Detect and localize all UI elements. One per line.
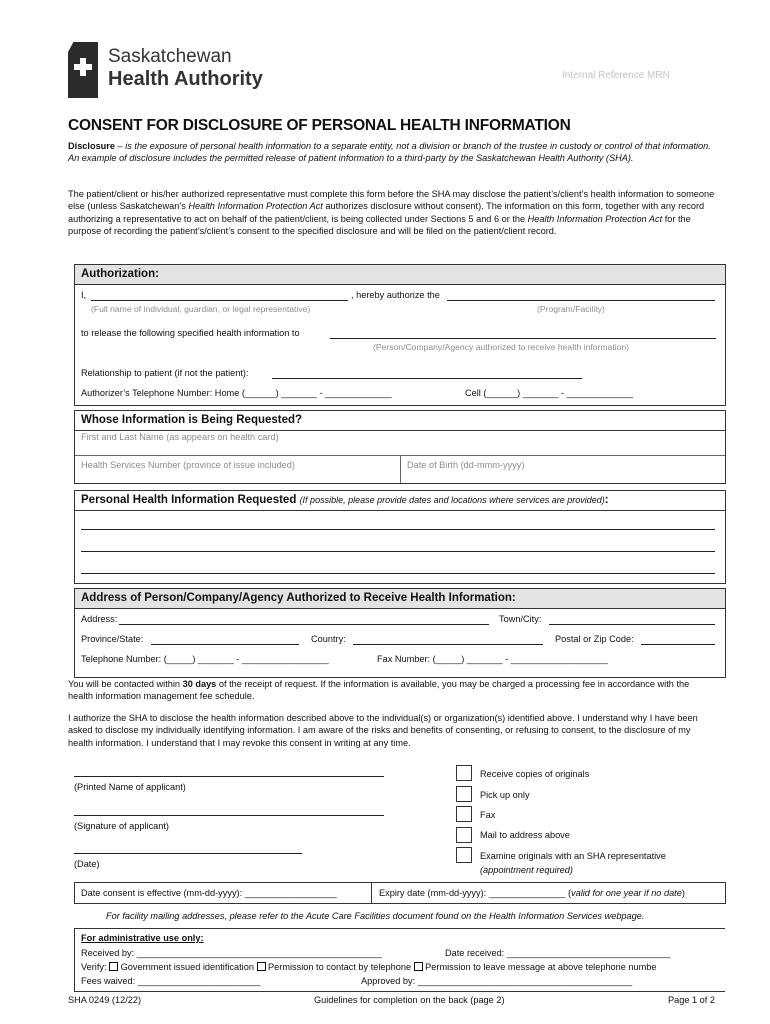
phi-line-3[interactable]	[81, 573, 715, 574]
program-facility-field[interactable]	[447, 300, 715, 301]
intro-paragraph	[68, 188, 716, 238]
pickup-checkbox[interactable]	[456, 786, 472, 802]
recipient-hint: (Person/Company/Agency authorized to receive health information)	[373, 342, 630, 352]
form-code: SHA 0249 (12/22)	[68, 995, 142, 1005]
act-name: Health Information Protection Act	[188, 201, 323, 212]
form-title: CONSENT FOR DISCLOSURE OF PERSONAL HEALTH INFORMATION	[68, 117, 571, 134]
recipient-address-section	[74, 588, 726, 678]
full-name-field[interactable]	[91, 300, 348, 301]
phi-hint: (If possible, please provide dates and locations where services are provided)	[299, 495, 605, 505]
printed-name-label: (Printed Name of applicant)	[74, 782, 186, 792]
phi-line-2[interactable]	[81, 551, 715, 552]
cell-phone-field[interactable]: Cell (______) _______ - _____________	[465, 388, 634, 398]
examine-checkbox[interactable]	[456, 847, 472, 863]
effective-dates-row	[74, 882, 726, 904]
contact-text-1: You will be contacted within	[68, 679, 183, 689]
province-field[interactable]	[151, 644, 299, 645]
recipient-telephone-field[interactable]: Telephone Number: (_____) _______ - _________________	[81, 654, 329, 664]
mrn-label: Internal Reference MRN	[562, 70, 670, 81]
fax-checkbox[interactable]	[456, 806, 472, 822]
verify-row	[81, 961, 657, 973]
authorization-header: Authorization:	[75, 265, 725, 285]
contact-days: 30 days	[182, 679, 217, 689]
sha-logo-icon	[68, 42, 98, 98]
pickup-label: Pick up only	[480, 790, 530, 800]
intro-text-3: for the purpose of recording the patient’s/client’s consent to the specified disclosure and will be filed on the patient/client record.	[68, 213, 691, 237]
whose-information-section	[74, 410, 726, 484]
copies-checkbox[interactable]	[456, 765, 472, 781]
approved-by-field[interactable]: Approved by: __________________________________________	[361, 976, 633, 986]
intro-text-2: authorizes disclosure without consent). The information on this form, together with any record authorizing a representative to act on behalf of the patient/client, is being collected under Sections 5 and 6 or the	[68, 201, 705, 224]
printed-name-field[interactable]	[74, 776, 384, 777]
date-label: (Date)	[74, 859, 100, 869]
address-field[interactable]	[119, 624, 489, 625]
recipient-field[interactable]	[330, 338, 716, 339]
town-field[interactable]	[549, 624, 715, 625]
logo-line2: Health Authority	[108, 68, 263, 90]
country-field[interactable]	[353, 644, 543, 645]
verify-label: Verify:	[81, 962, 110, 972]
perm-phone-label: Permission to contact by telephone	[265, 962, 414, 972]
address-header: Address of Person/Company/Agency Authorized to Receive Health Information:	[75, 589, 725, 609]
logo-line1: Saskatchewan	[108, 46, 232, 67]
appointment-note: (appointment required)	[480, 865, 573, 875]
admin-header: For administrative use only:	[81, 933, 204, 943]
guidelines-note: Guidelines for completion on the back (page 2)	[314, 995, 505, 1005]
home-phone-field[interactable]: Authorizer’s Telephone Number: Home (______) _______ - _____________	[81, 388, 392, 398]
perm-msg-checkbox[interactable]	[414, 962, 423, 971]
full-name-hint: (Full name of individual, guardian, or legal representative)	[91, 304, 311, 314]
contact-text-2: of the receipt of request. If the information is available, you may be charged a processing fee in accordance with the health information management fee schedule.	[68, 679, 690, 702]
effective-date-field[interactable]: Date consent is effective (mm-dd-yyyy): __________________	[81, 888, 337, 898]
hereby-label: , hereby authorize the	[351, 290, 440, 300]
date-field[interactable]	[74, 853, 302, 854]
release-label: to release the following specified health information to	[81, 328, 300, 338]
town-label: Town/City:	[499, 614, 542, 624]
fees-waived-field[interactable]: Fees waived: ________________________	[81, 976, 261, 986]
intro-text-1: The patient/client or his/her authorized representative must complete this form before the SHA may disclose the patient’s/client’s health information to someone else (unless Saskatchewan’s	[68, 189, 715, 212]
received-by-field[interactable]: Received by: ________________________________________________	[81, 948, 382, 958]
examine-label: Examine originals with an SHA representative	[480, 851, 666, 861]
hsn-field[interactable]: Health Services Number (province of issue included)	[81, 460, 295, 470]
province-label: Province/State:	[81, 634, 144, 644]
mail-checkbox[interactable]	[456, 827, 472, 843]
signature-label: (Signature of applicant)	[74, 821, 169, 831]
address-label: Address:	[81, 614, 118, 624]
phi-requested-section	[74, 490, 726, 584]
postal-field[interactable]	[641, 644, 715, 645]
country-label: Country:	[311, 634, 346, 644]
postal-label: Postal or Zip Code:	[555, 634, 634, 644]
facility-note: For facility mailing addresses, please refer to the Acute Care Facilities document found on the Health Information Services webpage.	[106, 911, 645, 921]
phi-header	[75, 491, 725, 511]
page-number: Page 1 of 2	[668, 995, 715, 1005]
expiry-date-field[interactable]	[379, 887, 685, 899]
authorize-paragraph: I authorize the SHA to disclose the health information described above to the individual(s) or organization(s) identified above. I understand why I have been asked to disclose my individually identifying information. I am aware of the risks and benefits of consenting, or refusing to consent, to the disclosure of my health information. I understand that I may revoke this consent in writing at any time.	[68, 713, 698, 748]
gov-id-label: Government issued identification	[118, 962, 257, 972]
whose-header: Whose Information is Being Requested?	[75, 411, 725, 431]
relationship-field[interactable]	[272, 378, 582, 379]
phi-line-1[interactable]	[81, 529, 715, 530]
perm-msg-label: Permission to leave message at above telephone numbe	[422, 962, 657, 972]
perm-phone-checkbox[interactable]	[257, 962, 266, 971]
signature-field[interactable]	[74, 815, 384, 816]
phi-header-text: Personal Health Information Requested	[81, 494, 297, 506]
gov-id-checkbox[interactable]	[109, 962, 118, 971]
expiry-close: )	[681, 888, 685, 898]
definition-term: Disclosure	[68, 141, 115, 151]
phi-colon: :	[604, 494, 609, 506]
fax-label: Fax	[480, 810, 496, 820]
recipient-fax-field[interactable]: Fax Number: (_____) _______ - ___________________	[377, 654, 608, 664]
expiry-note: valid for one year if no date	[571, 888, 682, 898]
definition-text: – is the exposure of personal health information to a separate entity, not a division or branch of the trustee in custody or control of that information. An example of disclosure includes the permitted release of patient information to a third-party by the Saskatchewan Health Authority (SHA).	[68, 141, 711, 164]
expiry-label: Expiry date (mm-dd-yyyy): _______________ (	[379, 888, 572, 898]
copies-label: Receive copies of originals	[480, 769, 590, 779]
date-received-field[interactable]: Date received: ________________________________	[445, 948, 671, 958]
program-hint: (Program/Facility)	[537, 304, 605, 314]
patient-name-field[interactable]: First and Last Name (as appears on health card)	[81, 432, 279, 442]
act-name-2: Health Information Protection Act	[527, 213, 663, 224]
authorization-section	[74, 264, 726, 406]
relationship-label: Relationship to patient (if not the patient):	[81, 368, 249, 378]
mail-label: Mail to address above	[480, 830, 570, 840]
definition-paragraph	[68, 140, 716, 165]
contact-paragraph	[68, 678, 716, 703]
admin-section	[74, 928, 725, 992]
dob-field[interactable]: Date of Birth (dd-mmm-yyyy)	[407, 460, 525, 470]
i-label: I,	[81, 290, 87, 300]
